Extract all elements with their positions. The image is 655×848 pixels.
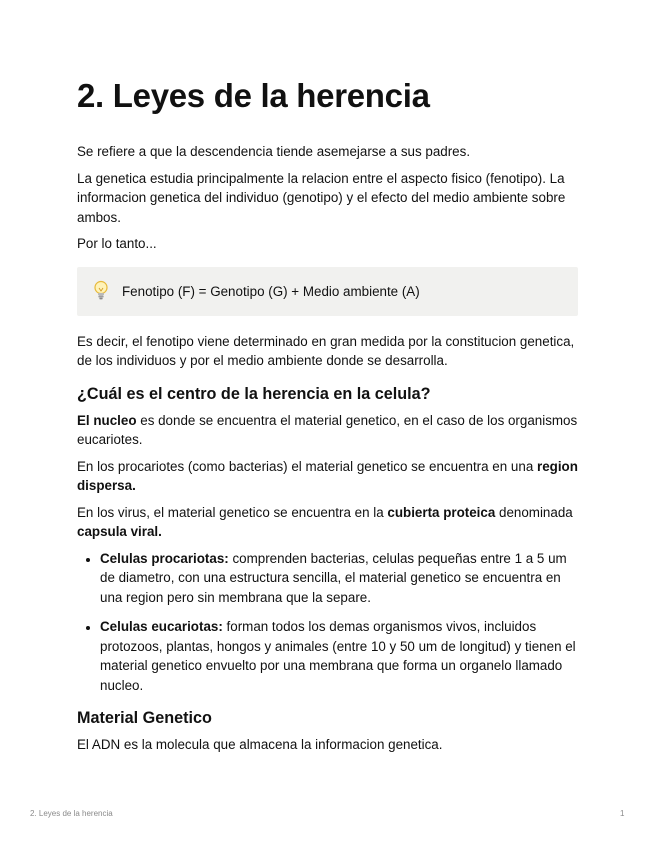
virus-text-mid: denominada <box>495 504 573 520</box>
procariotes-paragraph <box>77 457 578 496</box>
list-item <box>100 549 578 608</box>
list-item-term: Celulas procariotas: <box>100 550 229 566</box>
virus-paragraph <box>77 503 578 542</box>
cell-types-list <box>77 549 578 696</box>
nucleo-term: El nucleo <box>77 412 137 428</box>
list-item-term: Celulas eucariotas: <box>100 619 223 634</box>
formula-callout <box>77 267 578 316</box>
page-number: 1 <box>620 809 625 818</box>
list-item-text: comprenden bacterias, celulas pequeñas entre 1 a 5 um de diametro, con una estructura sencilla, el material genetico se encuentra en una region pero sin membrana que la separe. <box>100 550 567 605</box>
virus-term-1: cubierta proteica <box>387 504 496 520</box>
formula-text: Fenotipo (F) = Genotipo (G) + Medio ambiente (A) <box>122 283 420 299</box>
intro-paragraph-2: La genetica estudia principalmente la relacion entre el aspecto fisico (fenotipo). La informacion genetica del individuo (genotipo) y el efecto del medio ambiente sobre ambos. <box>77 170 566 225</box>
footer-title: 2. Leyes de la herencia <box>30 809 113 818</box>
page-title: 2. Leyes de la herencia <box>77 77 430 114</box>
nucleo-paragraph <box>77 411 578 450</box>
procariotes-text: En los procariotes (como bacterias) el material genetico se encuentra en una <box>77 458 537 474</box>
list-item <box>100 617 578 695</box>
virus-term-2: capsula viral. <box>77 524 162 539</box>
document-body <box>77 142 578 762</box>
section-heading-material-genetico: Material Genetico <box>77 709 212 727</box>
list-item-text: forman todos los demas organismos vivos, incluidos protozoos, plantas, hongos y animales (entre 10 y 50 um de longitud) y tienen el material genetico envuelto por una membrana que forma un organelo llamado nucleo. <box>100 619 576 693</box>
intro-paragraph-1: Se refiere a que la descendencia tiende asemejarse a sus padres. <box>77 144 471 159</box>
adn-paragraph: El ADN es la molecula que almacena la informacion genetica. <box>77 737 443 752</box>
virus-text: En los virus, el material genetico se encuentra en la <box>77 504 388 520</box>
lightbulb-icon <box>90 280 112 302</box>
intro-paragraph-3: Por lo tanto... <box>77 236 157 251</box>
explanation-paragraph: Es decir, el fenotipo viene determinado en gran medida por la constitucion genetica, de los individuos y por el medio ambiente donde se desarrolla. <box>77 333 575 368</box>
procariotes-term: region dispersa. <box>77 458 578 493</box>
nucleo-text: es donde se encuentra el material genetico, en el caso de los organismos eucariotes. <box>77 412 578 447</box>
section-heading-centro: ¿Cuál es el centro de la herencia en la celula? <box>77 384 431 403</box>
